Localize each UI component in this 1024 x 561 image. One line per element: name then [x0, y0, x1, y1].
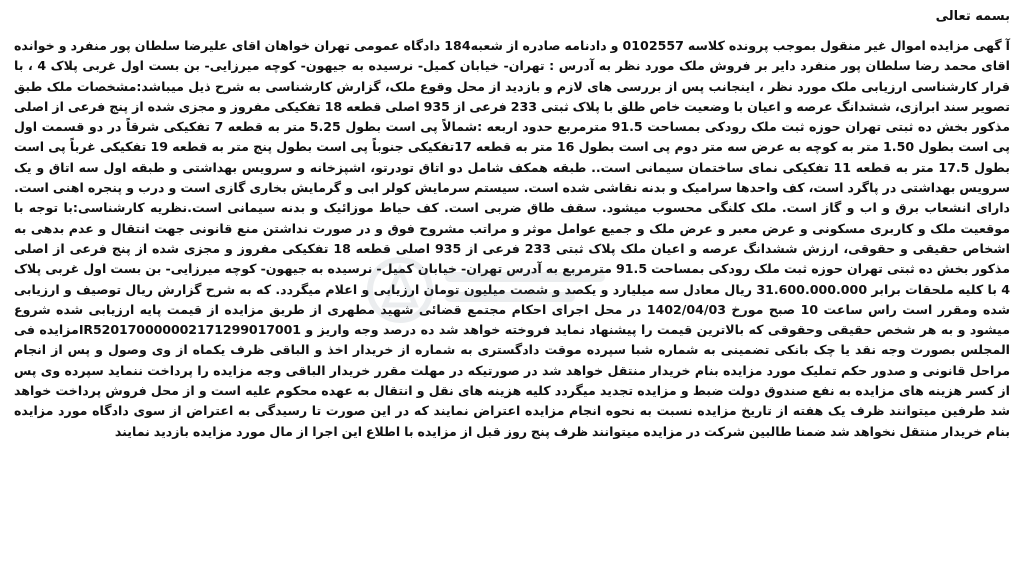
- notice-body: آ گهی مزایده اموال غیر منقول بموجب پرونده کلاسه 0102557 و دادنامه صادره از شعبه184 دادگاه عمومی تهران خواهان اقای علیرضا سلطان پور منفرد و خوانده اقای محمد رضا سلطان پور منفرد دایر بر فروش ملک مورد نظر به آدرس : تهران- خیابان کمیل- نرسیده به جیهون- کوچه میرزایی- بن بست اول غربی پلاک 4 ، با قرار کارشناسی ارزیابی ملک مورد نظر ، اینجانب پس از بررسی های لازم و بازدید از محل وقوع ملک، گزارش کارشناسی به شرح ذیل میباشد:مشخصات ملک طبق تصویر سند ابرازی، ششدانگ عرصه و اعیان با وضعیت خاص طلق با پلاک ثبتی 233 فرعی از 935 اصلی قطعه 18 تفکیکی مفروز و مجزی شده از پنج فرعی از اصلی مذکور بخش ده ثبتی تهران حوزه ثبت ملک رودکی بمساحت 91.5 مترمربع حدود اربعه :شمالاً پی است بطول 5.25 متر به قطعه 7 تفکیکی شرقاً در دو قسمت اول پی است بطول 1.50 متر به کوچه به عرض سه متر دوم پی است بطول 16 متر به قطعه 17تفکیکی جنوباً پی است بطول پنج متر به قطعه 19 تفکیکی غرباً پی است بطول 17.5 متر به قطعه 11 تفکیکی نمای ساختمان سیمانی است.. طبقه همکف شامل دو اتاق تودرتو، اشپزخانه و سرویس بهداشتی و طبقه اول سه اتاق و یک سرویس بهداشتی در پاگرد است، کف واحدها سرامیک و بدنه نقاشی شده است. سیستم سرمایش کولر ابی و گرمایش بخاری گازی است و درب و پنجره اهنی است. دارای انشعاب برق و اب و گاز است. ملک کلنگی محسوب میشود. سقف طاق ضربی است. کف حیاط موزائیک و بدنه سیمانی است.نظریه کارشناسی:با توجه با موقعیت ملک و کاربری مسکونی و عرض معبر و عرض ملک و جمیع عوامل موثر و مراتب مشروح فوق و در صورت نداشتن منع قانونی جهت انتقال و عدم بدهی به اشخاص حقیقی و حقوقی، ارزش ششدانگ عرصه و اعیان ملک پلاک ثبتی 233 فرعی از 935 اصلی قطعه 18 تفکیکی مفروز و مجزی شده از پنج فرعی از اصلی مذکور بخش ده ثبتی تهران حوزه ثبت ملک رودکی بمساحت 91.5 مترمربع به آدرس تهران- خیابان کمیل- نرسیده به جیهون- کوچه میرزایی- بن بست اول غربی پلاک 4 با کلیه ملحقات برابر 31.600.000.000 ریال معادل سه میلیارد و یکصد و شصت میلیون تومان ارزیابی و اعلام میگردد. که به شرح گزارش ریال توصیف و ارزیابی شده ومقرر است راس ساعت 10 صبح مورخ 1402/04/03 در محل اجرای احکام مجتمع قضائی شهید مطهری از طریق مزایده از قیمت پایه ارزیابی شده شروع میشود و به هر شخص حقیقی وحقوقی که بالاترین قیمت را پیشنهاد نماید فروخته خواهد شد ده درصد وجه واریز و IR520170000002171299017001مزایده فی المجلس بصورت وجه نقد یا چک بانکی تضمینی به شماره شبا سپرده موقت دادگستری به شماره از خریدار اخذ و الباقی ظرف یکماه از وی وصول و پس از انجام مراحل قانونی و صدور حکم تملیک مورد مزایده بنام خریدار منتقل خواهد شد در صورتیکه در مهلت مقرر خریدار الباقی وجه مزایده را پرداخت ننماید سپرده وی پس از کسر هزینه های مزایده به نفع صندوق دولت ضبط و مزایده تجدید میگردد کلیه هزینه های نقل و انتقال به عهده محکوم علیه است و از محل فروش پرداخت خواهد شد طرفین میتوانند ظرف یک هفته از تاریخ مزایده نسبت به نحوه انجام مزایده اعتراض نمایند که در این صورت تا رسیدگی به اعتراض از سوی دادگاه مورد مزایده بنام خریدار منتقل نخواهد شد ضمنا طالبین شرکت در مزایده میتوانند ظرف پنج روز قبل از مزایده با اطلاع این اجرا از مال مورد مزایده بازدید نمایند: [14, 38, 1011, 439]
- document-heading: بسمه تعالی: [935, 9, 1010, 24]
